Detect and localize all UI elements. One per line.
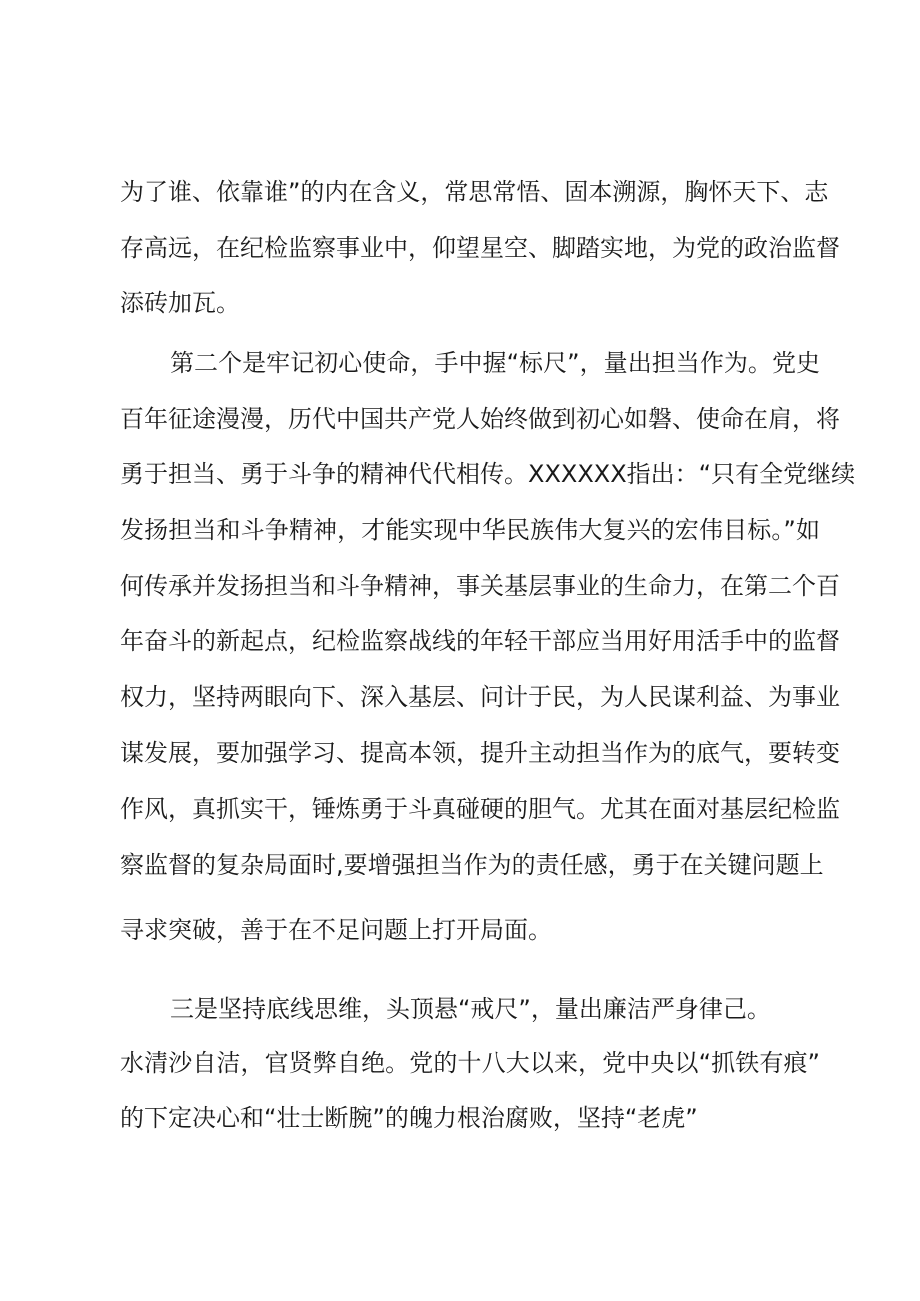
para2-line-11: 寻求突破，善于在不足问题上打开局面。 [120, 916, 552, 944]
para2-line-1: 第二个是牢记初心使命，手中握“标尺”，量出担当作为。党史 [170, 349, 820, 377]
para3-line-2: 水清沙自洁，官贤弊自绝。党的十八大以来，党中央以“抓铁有痕” [120, 1049, 820, 1077]
para2-line-3: 勇于担当、勇于斗争的精神代代相传。XXXXXX指出：“只有全党继续 [120, 460, 856, 488]
para1-line-3: 添砖加瓦。 [120, 289, 240, 317]
para1-line-1: 为了谁、依靠谁”的内在含义，常思常悟、固本溯源，胸怀天下、志 [120, 178, 829, 206]
para2-line-6: 年奋斗的新起点，纪检监察战线的年轻干部应当用好用活手中的监督 [120, 627, 840, 655]
para2-line-7: 权力，坚持两眼向下、深入基层、问计于民，为人民谋利益、为事业 [120, 683, 840, 711]
para2-line-5: 何传承并发扬担当和斗争精神，事关基层事业的生命力，在第二个百 [120, 572, 840, 600]
para2-line-8: 谋发展，要加强学习、提高本领，提升主动担当作为的底气，要转变 [120, 739, 840, 767]
para1-line-2: 存高远，在纪检监察事业中，仰望星空、脚踏实地，为党的政治监督 [120, 234, 840, 262]
para3-line-3: 的下定决心和“壮士断腕”的魄力根治腐败，坚持“老虎” [120, 1104, 698, 1132]
para2-line-9: 作风，真抓实干，锤炼勇于斗真碰硬的胆气。尤其在面对基层纪检监 [120, 795, 840, 823]
para2-line-10: 察监督的复杂局面时,要增强担当作为的责任感，勇于在关键问题上 [120, 851, 824, 879]
para3-line-1: 三是坚持底线思维，头顶悬“戒尺”，量出廉洁严身律己。 [170, 995, 771, 1023]
para2-line-4: 发扬担当和斗争精神，才能实现中华民族伟大复兴的宏伟目标。”如 [120, 516, 820, 544]
para2-line-2: 百年征途漫漫，历代中国共产党人始终做到初心如磐、使命在肩，将 [120, 405, 840, 433]
